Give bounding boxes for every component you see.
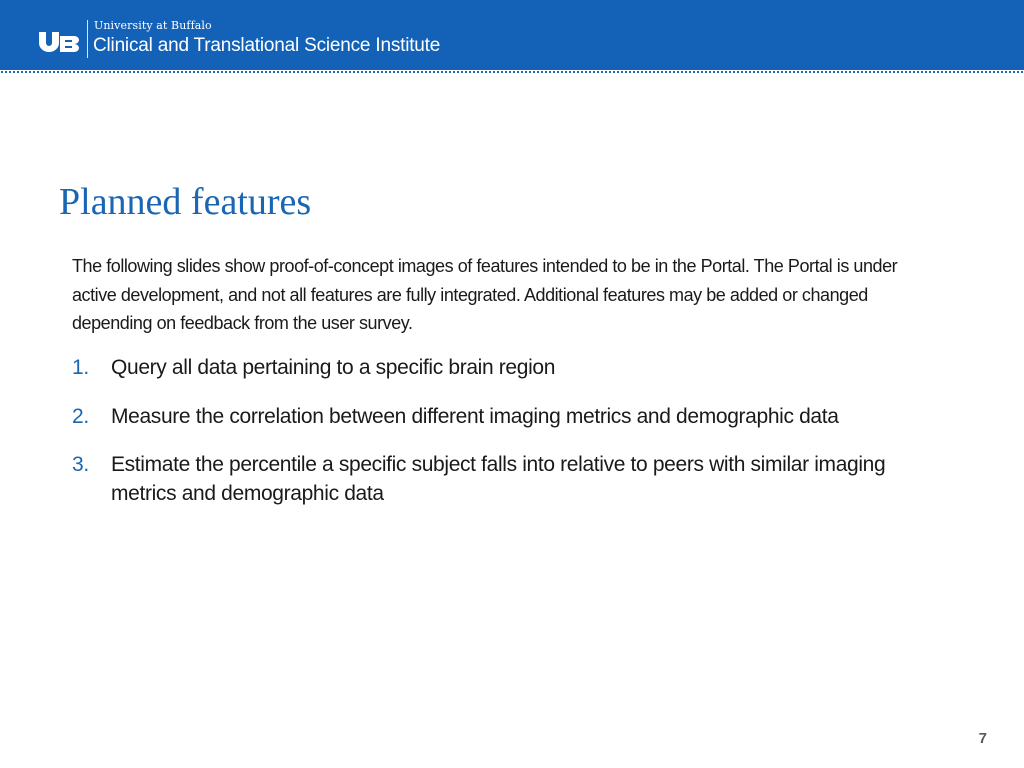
ub-logo-icon: [38, 30, 82, 52]
list-text: Estimate the percentile a specific subject falls into relative to peers with similar imaging metrics and demographic data: [111, 453, 886, 505]
page-number: 7: [978, 730, 987, 747]
list-number: 2.: [72, 404, 89, 428]
institute-name: Clinical and Translational Science Institute: [93, 35, 441, 56]
header-banner: [0, 0, 1024, 70]
university-name: University at Buffalo: [94, 19, 212, 32]
list-text: Query all data pertaining to a specific brain region: [111, 356, 556, 379]
list-number: 1.: [72, 356, 89, 379]
list-item: [72, 403, 912, 432]
list-item: [72, 354, 912, 383]
list-number: 3.: [72, 453, 89, 476]
list-text: Measure the correlation between different imaging metrics and demographic data: [111, 404, 839, 428]
slide-title: Planned features: [59, 181, 312, 223]
logo-divider: [87, 20, 88, 58]
feature-list: [72, 354, 912, 528]
intro-paragraph: The following slides show proof-of-concept images of features intended to be in the Portal. The Portal is under active development, and not all features are fully integrated. Additional features may be added or changed depending on feedback from the user survey.: [72, 256, 898, 333]
header-dotted-rule: [0, 70, 1024, 74]
list-item: [72, 451, 912, 508]
